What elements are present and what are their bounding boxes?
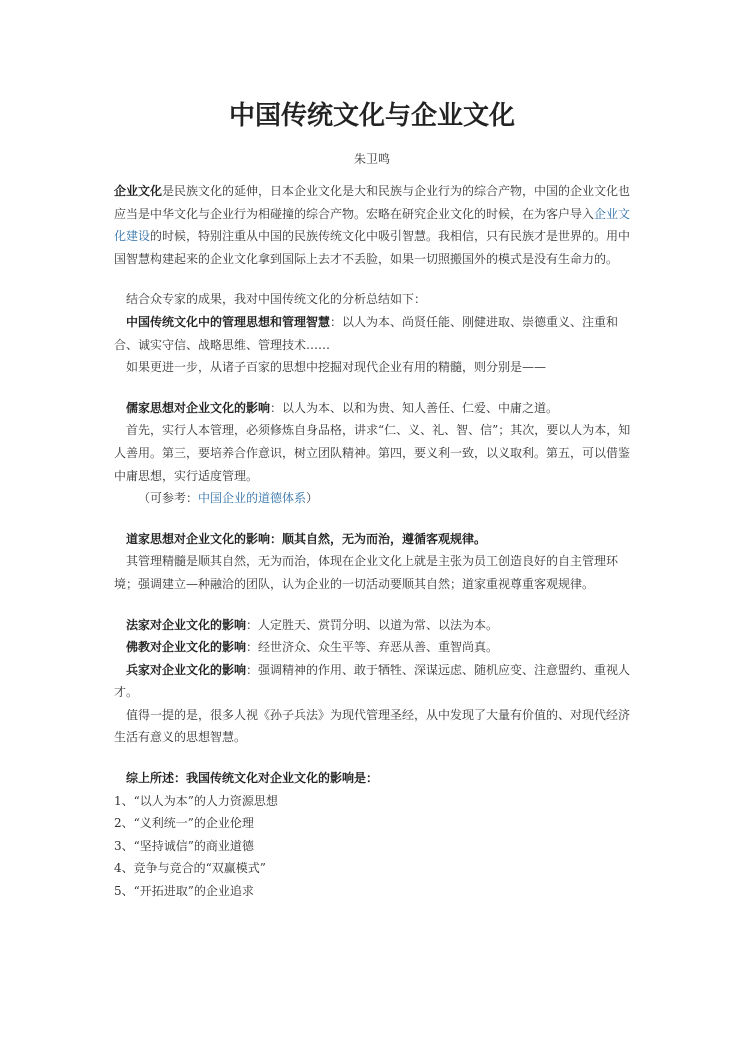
list-item: 1、“以人为本”的人力资源思想 [114,793,278,808]
summary-intro: 结合众专家的成果，我对中国传统文化的分析总结如下： [126,292,427,307]
confucian-text: ：以人为本、以和为贵、知人善任、仁爱、中庸之道。 [270,400,559,415]
sunzi-paragraph: 值得一提的是，很多人视《孙子兵法》为现代管理圣经，从中发现了大量有价值的、对现代经济生活有意义的思想智慧。 [114,707,631,745]
reference-suffix: ） [306,491,319,506]
confucian-label: 儒家思想对企业文化的影响 [126,400,271,415]
further-paragraph: 如果更进一步，从诸子百家的思想中挖掘对现代企业有用的精髓，则分别是—— [126,360,547,375]
article-body [114,180,638,903]
culture-building-link[interactable]: 企业文化建设 [114,206,631,244]
taoist-paragraph [114,528,638,551]
management-label: 中国传统文化中的管理思想和管理智慧 [126,314,331,329]
military-text: ：强调精神的作用、敢于牺牲、深谋远虑、随机应变、注意盟约、重视人才。 [114,662,631,700]
page-title: 中国传统文化与企业文化 [228,101,515,131]
confucian-reference [114,487,638,510]
confucian-detail: 首先，实行人本管理，必须修炼自身品格，讲求“仁、义、礼、智、信”；其次，要以人为本，知人善用。第三，要培养合作意识，树立团队精神。第四，要义利一致，以义取利。第五，可以借鉴中庸思想，实行适度管理。 [114,423,631,483]
buddhist-label: 佛教对企业文化的影响 [126,640,247,655]
intro-paragraph [114,180,638,270]
military-label: 兵家对企业文化的影响 [126,662,247,677]
intro-term: 企业文化 [114,184,163,198]
legalist-paragraph [114,614,638,637]
intro-text-1: 是民族文化的延伸，日本企业文化是大和民族与企业行为的综合产物，中国的企业文化也应当是中华文化与企业行为相碰撞的综合产物。宏略在研究企业文化的时候，在为客户导入 [114,184,631,221]
buddhist-paragraph [114,636,638,659]
moral-system-link[interactable]: 中国企业的道德体系 [198,491,307,506]
intro-text-2: 的时候，特别注重从中国的民族传统文化中吸引智慧。我相信，只有民族才是世界的。用中国智慧构建起来的企业文化拿到国际上去才不丢脸，如果一切照搬国外的模式是没有生命力的。 [114,229,631,266]
list-item: 3、“坚持诚信”的商业道德 [114,838,254,853]
reference-prefix: （可参考： [138,491,199,506]
military-paragraph [114,659,638,704]
legalist-text: ：人定胜天、赏罚分明、以道为常、以法为本。 [246,617,499,632]
list-item: 2、“义利统一”的企业伦理 [114,816,254,831]
legalist-label: 法家对企业文化的影响 [126,617,247,632]
conclusion-label: 综上所述：我国传统文化对企业文化的影响是： [126,771,379,786]
confucian-paragraph [114,397,638,420]
taoist-label: 道家思想对企业文化的影响：顺其自然，无为而治，遵循客观规律。 [126,531,487,546]
buddhist-text: ：经世济众、众生平等、弃恶从善、重智尚真。 [246,640,499,655]
author-name: 朱卫鸣 [353,152,390,166]
taoist-detail: 其管理精髓是顺其自然，无为而治，体现在企业文化上就是主张为员工创造良好的自主管理环境；强调建立—种融洽的团队，认为企业的一切活动要顺其自然；道家重视尊重客观规律。 [114,554,619,591]
management-text: ：以人为本、尚贤任能、刚健进取、崇德重义、注重和合、诚实守信、战略思维、管理技术…… [114,314,619,352]
list-item: 4、竞争与竞合的“双赢模式” [114,861,266,876]
list-item: 5、“开拓进取”的企业追求 [114,884,254,899]
management-paragraph [114,311,638,356]
conclusion-paragraph [114,767,638,790]
